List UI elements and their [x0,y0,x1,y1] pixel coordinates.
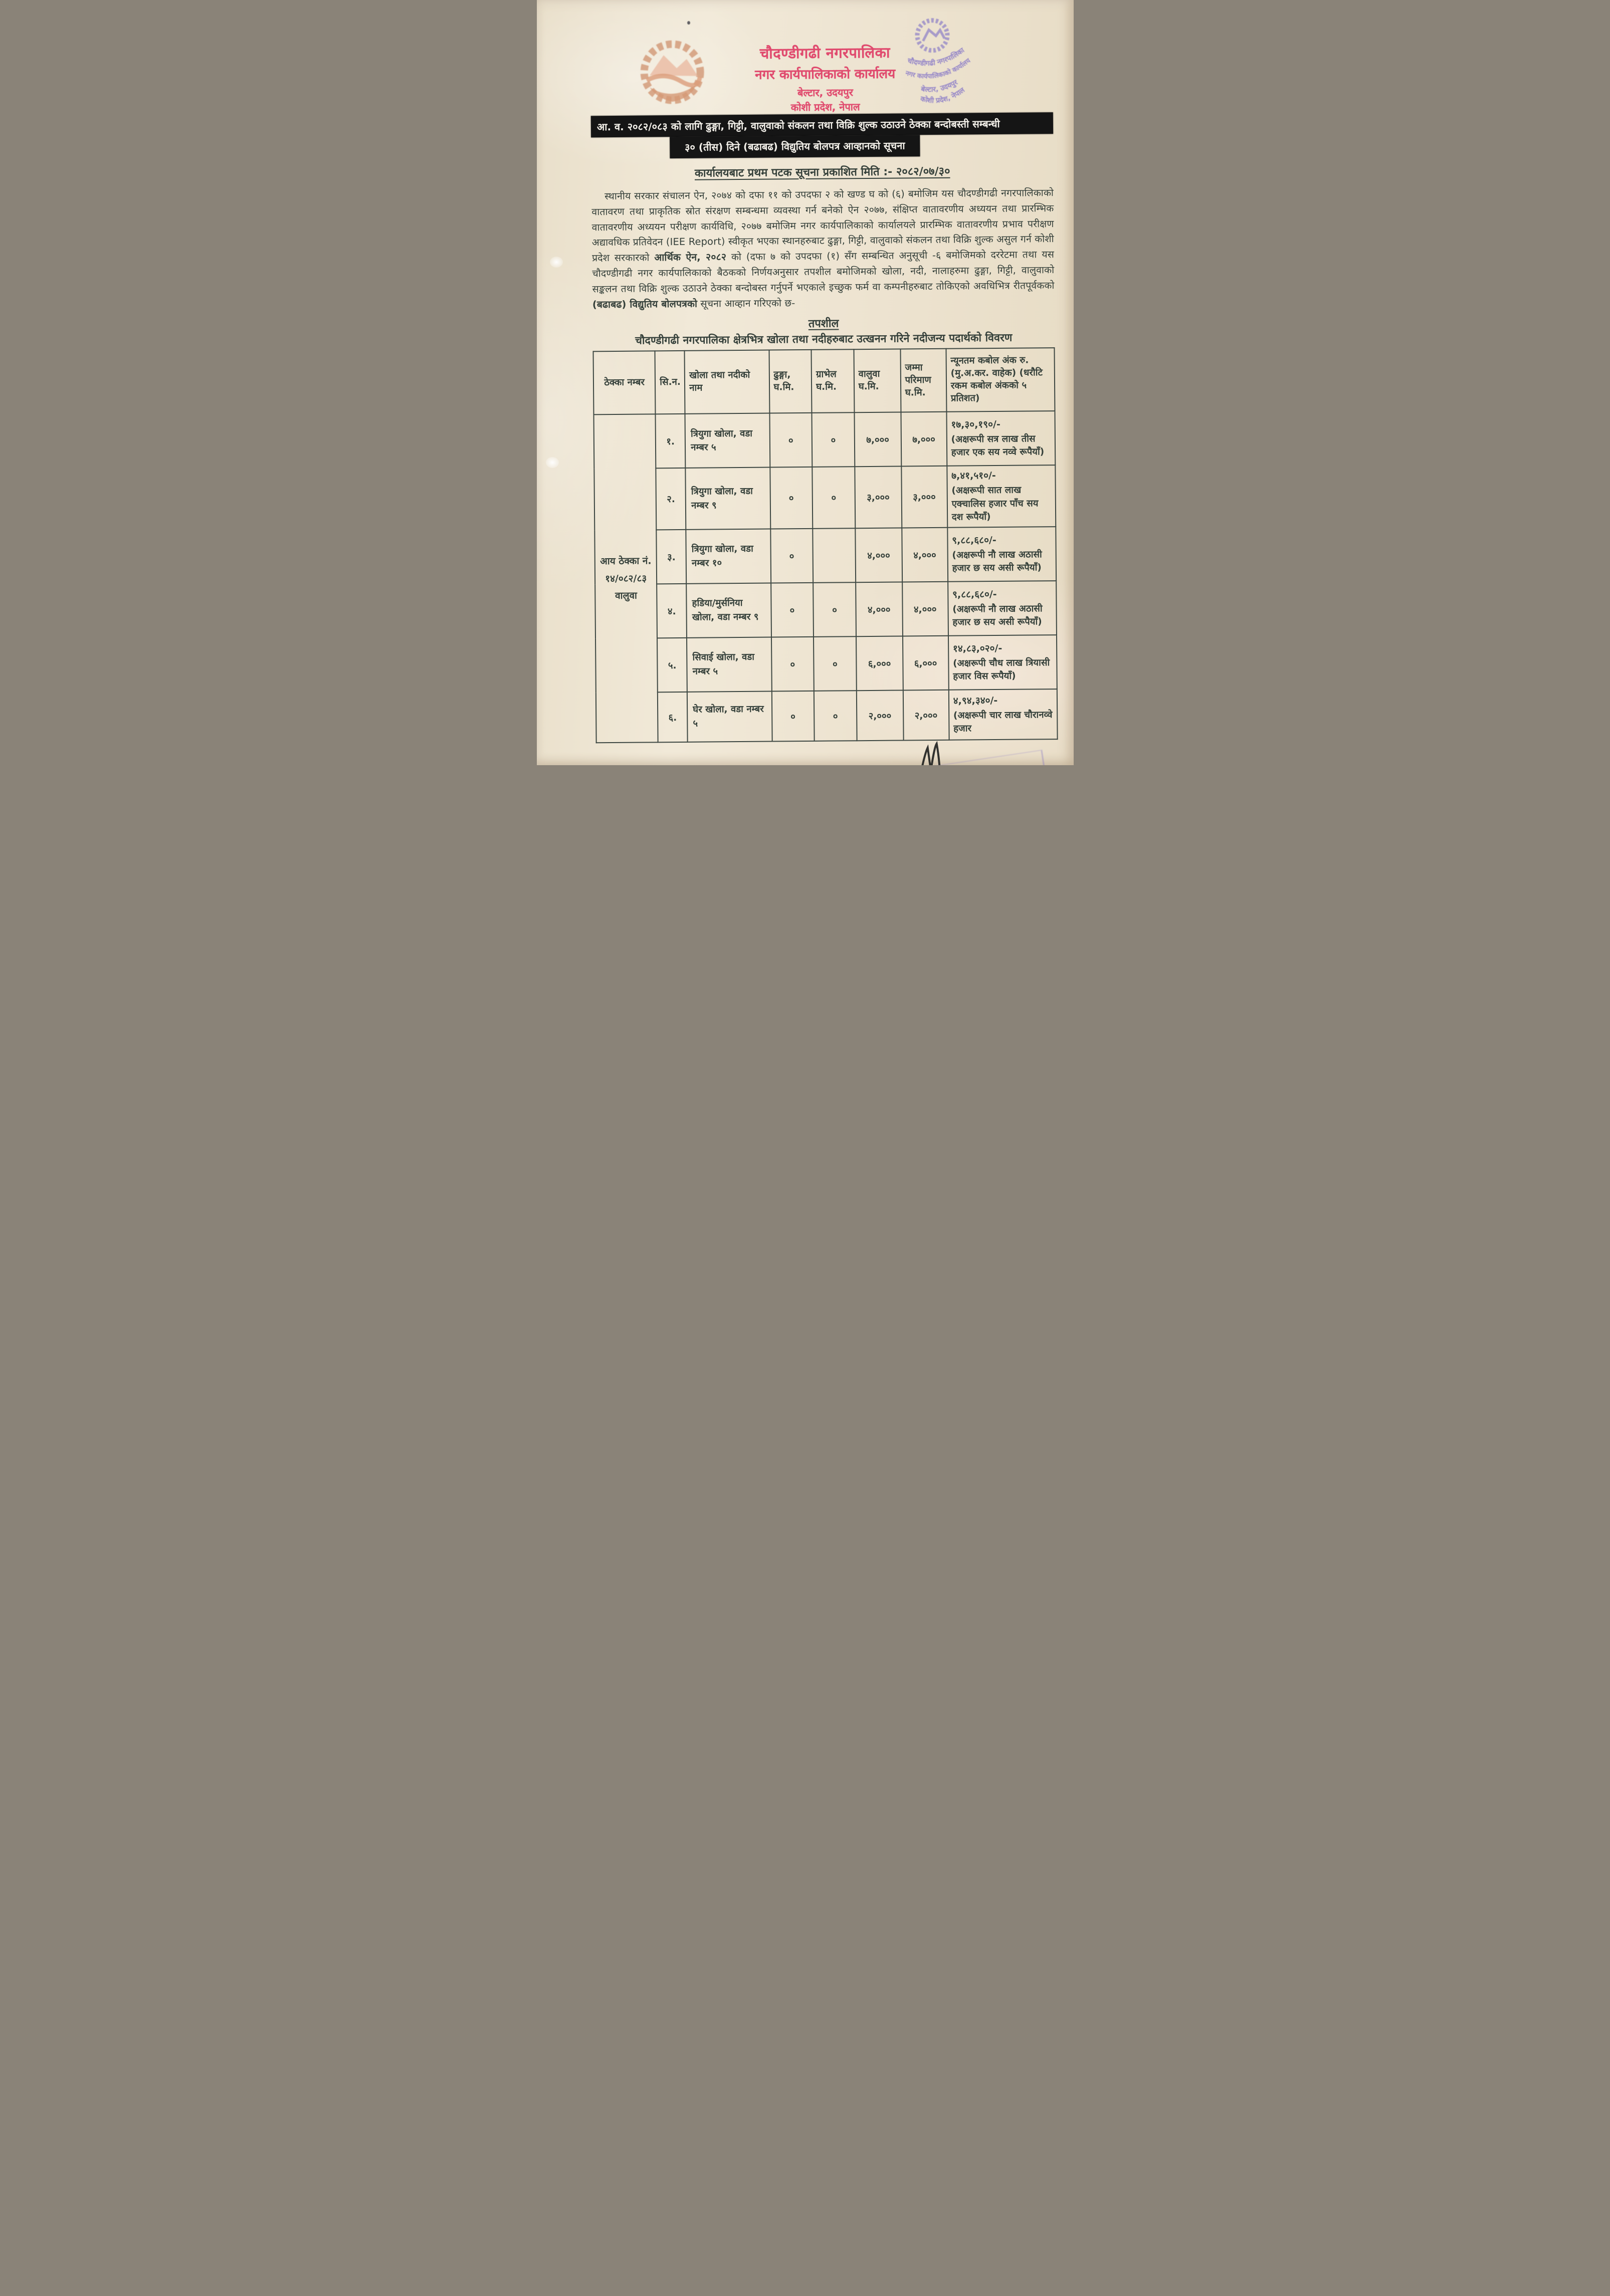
sn-cell: ५. [657,638,687,692]
river-cell: त्रियुगा खोला, वडा नम्बर ९ [685,468,770,530]
publish-date-line: कार्यालयबाट प्रथम पटक सूचना प्रकाशित मिति :- २०८२/०७/३० [694,165,950,180]
round-stamp-line-2: नगर कार्यपालिकाको कार्यालय [904,57,972,81]
paragraph-bold-segment: (बढाबढ) विद्युतिय बोलपत्रको [592,298,697,310]
table-row [594,465,1056,530]
table-row [594,527,1056,584]
paragraph-segment: सूचना आव्हान गरिएको छ- [697,297,795,310]
table-title: चौदण्डीगढी नगरपालिका क्षेत्रभित्र खोला तथा नदीहरुबाट उत्खनन गरिने नदीजन्य पदार्थको विवरण [635,332,1012,348]
contract-number-cell: आय ठेक्का नं. १४/०८२/८३ वालुवा [593,414,658,743]
sand-cell: ४,००० [855,528,902,583]
col-header-river-name: खोला तथा नदीको नाम [684,350,769,414]
gravel-cell [813,528,855,583]
total-cell: ४,००० [901,528,947,582]
sn-cell: ३. [656,530,686,584]
gravel-cell: ० [813,582,856,637]
river-cell: घेर खोला, वडा नम्बर ५ [687,692,771,742]
amount-in-words: (अक्षरूपी चौध लाख त्रियासी हजार विस रूपैयाँ) [952,657,1050,682]
river-cell: हडिया/मुर्सनिया खोला, वडा नम्बर ९ [686,583,771,638]
amount-in-words: (अक्षरूपी नौ लाख अठासी हजार छ सय असी रूपैयाँ) [952,603,1043,628]
sand-cell: ७,००० [854,412,901,467]
river-cell: सिवाई खोला, वडा नम्बर ५ [687,637,771,692]
round-stamp-line-3: बेल्टार, उदयपुर [920,78,959,94]
table-row [595,581,1057,638]
table-row [595,689,1057,743]
sn-cell: ४. [657,584,687,638]
amount-figure: १४,८३,०२०/- [952,642,1002,654]
sn-cell: ६. [658,692,688,742]
tapasil-heading: तपशील [808,317,839,331]
round-stamp-line-4: कोशी प्रदेश, नेपाल [919,86,966,105]
letterhead [537,0,1072,116]
paragraph-bold-segment: आर्थिक ऐन, २०८२ [654,251,726,264]
office-address: बेल्टार, उदयपुर [797,86,853,99]
col-header-sand: वालुवा घ.मि. [854,349,901,413]
amount-figure: १७,३०,१९०/- [950,419,1000,430]
amount-cell [947,527,1056,582]
notice-title-banner [590,112,1053,159]
table-header-row [593,348,1055,414]
stone-cell: ० [769,467,813,529]
stone-cell: ० [771,637,814,692]
col-header-stone: ढुङ्गा, घ.मि. [768,350,812,413]
banner-line-1: आ. व. २०८२/०८३ को लागि ढुङ्गा, गिट्टी, वालुवाको संकलन तथा विक्रि शुल्क उठाउने ठेक्का बन्दोबस्ती सम्बन्धी [590,112,1053,137]
river-cell: त्रियुगा खोला, वडा नम्बर १० [686,529,770,584]
banner-line-2: ३० (तीस) दिने (बढाबढ) विद्युतिय बोलपत्र आव्हानको सूचना [669,135,920,158]
stone-cell: ० [770,583,813,637]
riverine-materials-table [592,347,1058,743]
notice-paragraph [591,185,1054,313]
col-header-total-quantity: जम्मा परिमाण घ.मि. [900,349,946,412]
total-cell: ७,००० [901,412,947,467]
paragraph-segment: स्थानीय सरकार संचालन ऐन, २०७४ को दफा ११ को उपदफा २ को खण्ड घ को (६) बमोजिम यस चौदण्डीगढी नगरपालिकाको वातावरण तथा प्राकृतिक स्रोत संरक्षण सम्बन्धमा व्यवस्था गर्न बनेको ऐन २०७७, संक्षिप्त वातावरणीय अध्ययन तथा प्रारम्भिक वातावरणीय अध्ययन परीक्षण कार्यविधि, २०७७ बमोजिम नगर कार्यपालिकाको कार्यालयले प्रारम्भिक वातावरणीय प्रभाव परीक्षण अद्यावधिक प्रतिवेदन (IEE Report) स्वीकृत भएका स्थानहरुबाट ढुङ्गा, गिट्टी, वालुवाको संकलन तथा विक्रि शुल्क असुल गर्न कोशी प्रदेश सरकारको [591,187,1054,264]
signature-area [595,740,1058,765]
amount-figure: ९,८८,६८०/- [952,588,997,600]
sn-cell: २. [656,468,686,530]
sand-cell: २,००० [856,691,903,741]
gravel-cell: ० [814,691,856,741]
total-cell: ४,००० [902,582,948,636]
table-body [593,411,1057,743]
stone-cell: ० [770,529,813,583]
sn-cell: १. [655,414,685,468]
amount-cell [948,635,1057,690]
amount-cell [946,411,1055,466]
municipality-round-stamp [879,10,995,116]
col-header-minimum-bid: न्यूनतम कबोल अंक रु. (मु.अ.कर. वाहेक) (धरौटि रकम कबोल अंकको ५ प्रतिशत) [946,348,1055,412]
total-cell: २,००० [903,690,949,741]
amount-in-words: (अक्षरूपी नौ लाख अठासी हजार छ सय असी रूपैयाँ) [951,549,1042,574]
gravel-cell: ० [814,636,856,691]
amount-figure: ४,९४,३४०/- [953,695,997,707]
col-header-gravel: ग्राभेल घ.मि. [811,350,854,413]
paragraph-segment: को (दफा ७ को उपदफा (१) सँग सम्बन्धित अनुसूची -६ बमोजिमको दररेटमा तथा यस चौदण्डीगढी नगर कार्यपालिकाको बैठकको निर्णयअनुसार तपशील बमोजिमको खोला, नदी, नालाहरुमा ढुङ्गा, गिट्टी, वालुवाको सङ्कलन तथा विक्रि शुल्क उठाउने ठेक्का बन्दोबस्त गर्नुपर्ने भएकाले इच्छुक फर्म वा कम्पनीहरुबाट तोकिएको अवधिभित्र रीतपूर्वकको [591,249,1055,295]
table-row [593,411,1055,469]
notice-body [537,112,1074,765]
sand-cell: ३,००० [855,467,902,528]
total-cell: ३,००० [901,466,947,528]
round-stamp-line-1: चौदण्डीगढी नगरपालिका [906,46,966,68]
sand-cell: ६,००० [856,636,903,691]
river-cell: त्रियुगा खोला, वडा नम्बर ५ [685,413,769,468]
col-header-serial-number: सि.न. [655,351,685,414]
stone-cell: ० [769,413,812,468]
amount-cell [947,581,1056,636]
gravel-cell: ० [812,467,855,529]
scanned-notice-page [537,0,1074,765]
amount-figure: ७,४१,५१०/- [951,470,996,482]
gravel-cell: ० [812,413,854,468]
amount-cell [948,689,1057,740]
col-header-contract-number: ठेक्का नम्बर [593,351,655,415]
province-line: कोशी प्रदेश, नेपाल [790,101,860,114]
sand-cell: ४,००० [855,582,902,637]
office-name: नगर कार्यपालिकाको कार्यालय [754,66,895,83]
amount-figure: ९,८८,६८०/- [951,534,996,546]
amount-in-words: (अक्षरूपी सात लाख एक्चालिस हजार पाँच सय दश रूपैयाँ) [951,485,1038,523]
municipality-name: चौदण्डीगढी नगरपालिका [759,44,890,62]
table-row [595,635,1057,693]
amount-in-words: (अक्षरूपी चार लाख चौरानव्वे हजार [953,710,1053,734]
amount-cell [947,465,1056,527]
stone-cell: ० [771,691,814,742]
total-cell: ६,००० [902,636,948,691]
amount-in-words: (अक्षरूपी सत्र लाख तीस हजार एक सय नव्वे रूपैयाँ) [951,433,1044,458]
